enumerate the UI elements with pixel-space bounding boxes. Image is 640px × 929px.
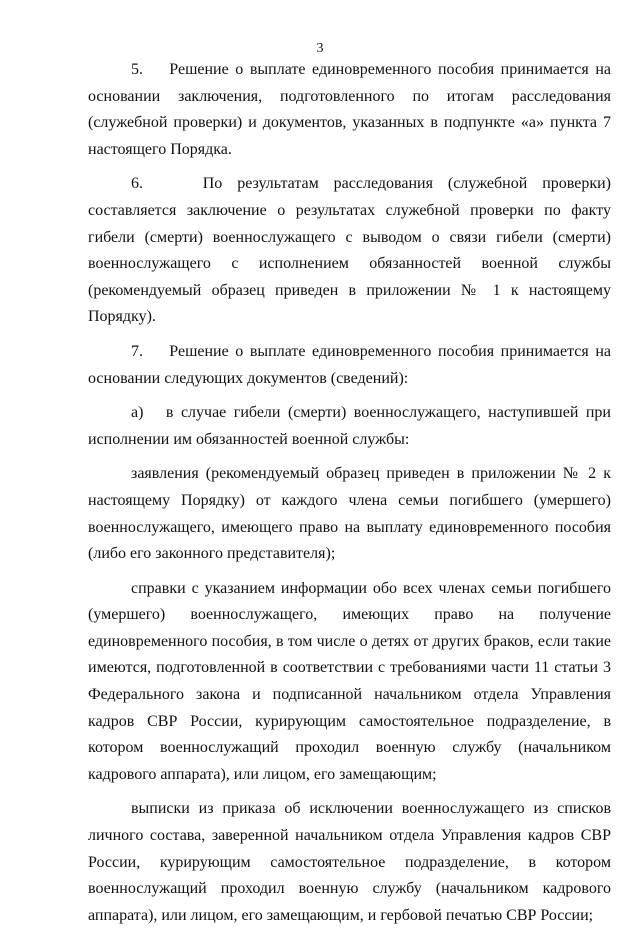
subparagraph-a: а) в случае гибели (смерти) военнослужащего, наступившей при исполнении им обязанностей военной службы: <box>88 404 611 448</box>
paragraph-7: 7. Решение о выплате единовременного пособия принимается на основании следующих документов (сведений): <box>88 342 611 387</box>
document-body <box>88 57 611 929</box>
page-number: 3 <box>316 41 324 56</box>
item-family-certificate: справки с указанием информации обо всех членах семьи погибшего (умершего) военнослужащего, имеющих право на получение единовременного пособия, в том числе о детях от других браков, если такие имеются, подготовленной в соответствии с требованиями части 11 статьи 3 Федерального закона и подписанной начальником отдела Управления кадров СВР России, курирующим самостоятельное подразделение, в котором военнослужащий проходил военную службу (начальником кадрового аппарата), или лицом, его замещающим; <box>88 579 611 783</box>
paragraph-6: 6. По результатам расследования (служебной проверки) составляется заключение о результатах служебной проверки по факту гибели (смерти) военнослужащего с выводом о связи гибели (смерти) военнослужащего с исполнением обязанностей военной службы (рекомендуемый образец приведен в приложении № 1 к настоящему Порядку). <box>88 175 611 326</box>
item-order-extract: выписки из приказа об исключении военнослужащего из списков личного состава, заверенной начальником отдела Управления кадров СВР России, курирующим самостоятельное подразделение, в котором военнослужащий проходил военную службу (начальником кадрового аппарата), или лицом, его замещающим, и гербовой печатью СВР России; <box>88 800 611 924</box>
item-statements: заявления (рекомендуемый образец приведен в приложении № 2 к настоящему Порядку) от каждого члена семьи погибшего (умершего) военнослужащего, имеющего право на выплату единовременного пособия (либо его законного представителя); <box>88 465 611 563</box>
paragraph-5: 5. Решение о выплате единовременного пособия принимается на основании заключения, подготовленного по итогам расследования (служебной проверки) и документов, указанных в подпункте «а» пункта 7 настоящего Порядка. <box>88 61 611 158</box>
